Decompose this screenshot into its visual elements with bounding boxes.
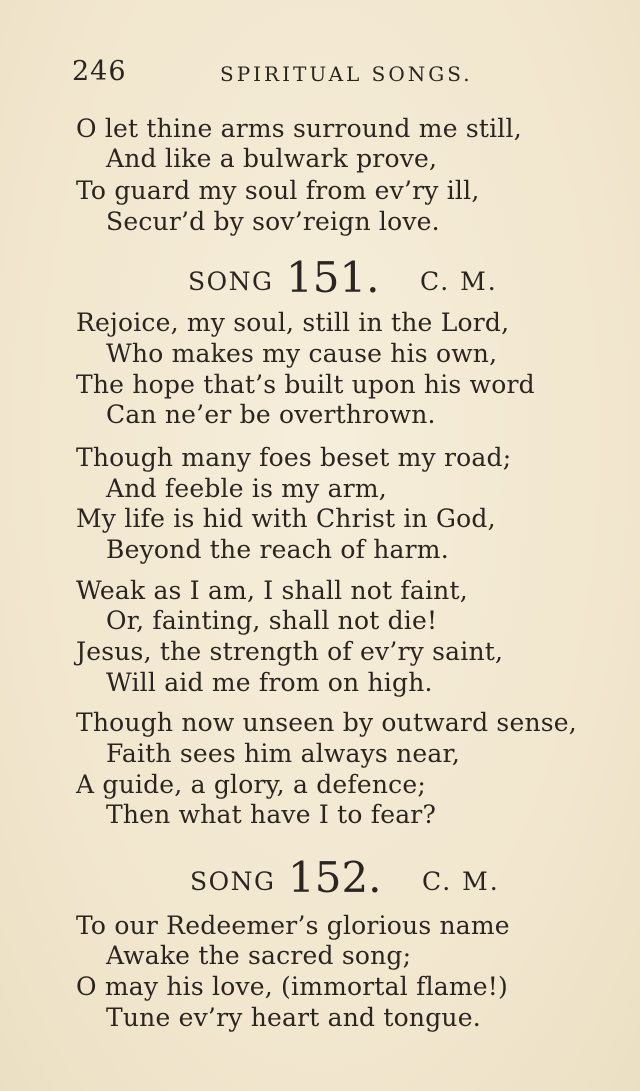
verse-line: To guard my soul from ev’ry ill, [76,176,480,205]
verse-line: My life is hid with Christ in God, [76,504,496,533]
verse-line: Awake the sacred song; [106,941,412,970]
verse-line: Though now unseen by outward sense, [76,708,577,737]
verse-line: Secur’d by sov’reign love. [106,207,440,236]
song-meter: C. M. [420,267,498,296]
verse-line: Will aid me from on high. [106,668,433,697]
verse-line: Then what have I to fear? [106,800,437,829]
verse-line: To our Redeemer’s glorious name [76,911,510,940]
verse-line: Can ne’er be overthrown. [106,400,436,429]
page-header [72,56,572,96]
verse-line: O may his love, (immortal flame!) [76,972,508,1001]
song-meter: C. M. [422,867,500,896]
verse-line: Weak as I am, I shall not faint, [76,576,468,605]
verse-line: Tune ev’ry heart and tongue. [106,1003,481,1032]
verse-line: Though many foes beset my road; [76,443,512,472]
song-label: SONG [190,867,276,896]
song-label: SONG [188,267,274,296]
verse-line: Beyond the reach of harm. [106,535,449,564]
verse-line: A guide, a glory, a defence; [76,770,426,799]
verse-line: The hope that’s built upon his word [76,370,535,399]
song-number: 152. [288,853,382,902]
running-head: SPIRITUAL SONGS. [220,62,473,86]
verse-line: O let thine arms surround me still, [76,114,522,143]
verse-line: Who makes my cause his own, [106,339,498,368]
verse-line: Jesus, the strength of ev’ry saint, [76,637,504,666]
song-152-heading [0,852,640,902]
verse-line: Or, fainting, shall not die! [106,606,438,635]
song-151-heading [0,252,640,302]
verse-line: And feeble is my arm, [106,474,387,503]
song-number: 151. [286,253,380,302]
page-number: 246 [72,56,127,87]
verse-line: Rejoice, my soul, still in the Lord, [76,308,510,337]
verse-line: And like a bulwark prove, [106,144,438,173]
verse-line: Faith sees him always near, [106,739,461,768]
